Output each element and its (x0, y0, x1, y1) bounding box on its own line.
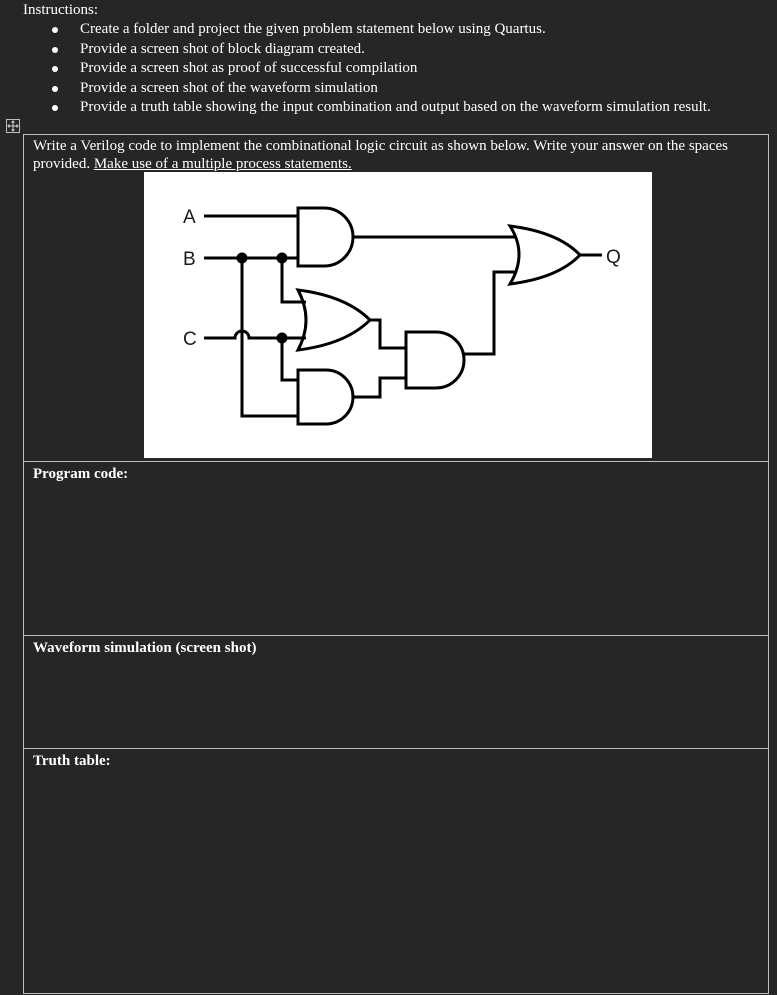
answer-table (23, 134, 769, 994)
logic-circuit-svg (144, 172, 652, 458)
and-gate-1 (298, 208, 353, 266)
program-code-label: Program code: (33, 466, 129, 482)
instruction-item-compilation (52, 59, 711, 79)
instruction-text: Provide a screen shot of block diagram created. (80, 40, 365, 57)
wire-and3-out (353, 378, 406, 397)
label-b: B (183, 249, 196, 270)
instruction-text: Create a folder and project the given problem statement below using Quartus. (80, 21, 546, 37)
instructions-list (52, 20, 711, 118)
instruction-item-create-project (52, 20, 711, 40)
problem-line-2-underlined: Make use of a multiple process statements. (93, 156, 352, 172)
problem-line-1: Write a Verilog code to implement the combinational logic circuit as shown below. Write your answer on the spaces (33, 138, 728, 154)
instruction-item-block-diagram (52, 40, 711, 60)
waveform-label: Waveform simulation (screen shot) (33, 640, 257, 656)
junction-dot-b2 (277, 253, 288, 264)
truth-table-cell[interactable] (24, 748, 768, 995)
and-gate-3 (298, 370, 353, 424)
bullet-icon (52, 105, 58, 111)
problem-line-2: provided. (33, 156, 94, 172)
instructions-title: Instructions: (23, 2, 98, 18)
program-code-cell[interactable] (24, 461, 768, 635)
wire-or1-out (370, 320, 406, 348)
bullet-icon (52, 66, 58, 72)
instruction-text: Provide a screen shot of the waveform simulation (80, 79, 378, 96)
truth-table-label: Truth table: (33, 753, 111, 769)
bullet-icon (52, 86, 58, 92)
junction-dot-b1 (237, 253, 248, 264)
label-q: Q (606, 247, 621, 268)
instruction-item-waveform (52, 79, 711, 99)
junction-dot-c (277, 333, 288, 344)
or-gate-1 (298, 290, 370, 350)
bullet-icon (52, 47, 58, 53)
label-a: A (183, 207, 196, 228)
wire-c-branch-and3 (282, 338, 298, 380)
logic-circuit-diagram (144, 172, 652, 458)
wire-c (204, 331, 306, 338)
problem-statement (33, 137, 766, 173)
bullet-icon (52, 27, 58, 33)
instruction-text: Provide a truth table showing the input combination and output based on the waveform simulation result. (80, 99, 711, 116)
instruction-text: Provide a screen shot as proof of successful compilation (80, 60, 418, 77)
table-move-handle-icon[interactable] (6, 119, 20, 133)
problem-cell[interactable] (24, 135, 768, 461)
or-gate-final (510, 226, 580, 284)
label-c: C (183, 329, 197, 350)
instruction-item-truth-table (52, 98, 711, 118)
waveform-cell[interactable] (24, 635, 768, 748)
and-gate-2 (406, 332, 464, 388)
